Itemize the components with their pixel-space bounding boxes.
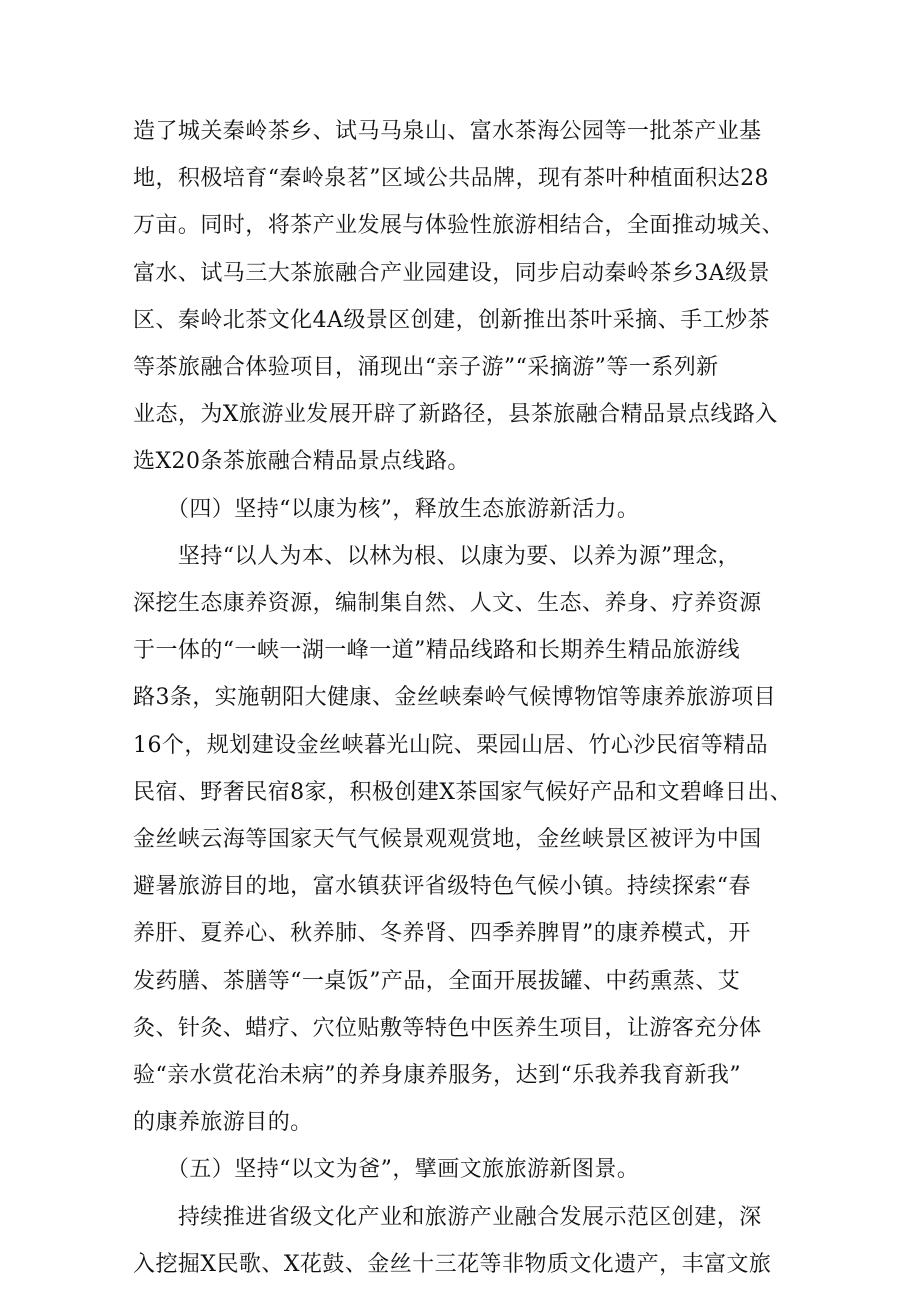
text-line: 16个，规划建设金丝峡暮光山院、栗园山居、竹心沙民宿等精品 bbox=[133, 732, 769, 758]
text-line: 灸、针灸、蜡疗、穴位贴敷等特色中医养生项目，让游客充分体 bbox=[133, 1015, 762, 1041]
text-line: 坚持“以人为本、以林为根、以康为要、以养为源”理念， bbox=[133, 543, 741, 569]
text-line: 等茶旅融合体验项目，涌现出“亲子游”“采摘游”等一系列新 bbox=[133, 355, 719, 381]
text-line: 的康养旅游目的。 bbox=[133, 1110, 313, 1136]
text-line: 发药膳、茶膳等“一桌饭”产品，全面开展拔罐、中药熏蒸、艾 bbox=[133, 968, 741, 994]
text-line: 富水、试马三大茶旅融合产业园建设，同步启动秦岭茶乡3A级景 bbox=[133, 260, 770, 286]
text-line: 民宿、野奢民宿8家，积极创建X茶国家气候好产品和文碧峰日出、 bbox=[133, 779, 793, 805]
text-line: 养肝、夏养心、秋养肺、冬养肾、四季养脾胃”的康养模式，开 bbox=[133, 921, 751, 947]
text-line: 选X20条茶旅融合精品景点线路。 bbox=[133, 449, 470, 475]
text-line: 持续推进省级文化产业和旅游产业融合发展示范区创建，深 bbox=[133, 1204, 762, 1230]
text-line: 万亩。同时，将茶产业发展与体验性旅游相结合，全面推动城关、 bbox=[133, 213, 785, 239]
text-line: 于一体的“一峡一湖一峰一道”精品线路和长期养生精品旅游线 bbox=[133, 638, 741, 664]
text-line: 地，积极培育“秦岭泉茗”区域公共品牌，现有茶叶种植面积达28 bbox=[133, 166, 769, 192]
section-heading-5: （五）坚持“以文为爸”，擘画文旅旅游新图景。 bbox=[133, 1157, 640, 1183]
section-heading-4: （四）坚持“以康为核”，释放生态旅游新活力。 bbox=[133, 496, 640, 522]
text-line: 造了城关秦岭茶乡、试马马泉山、富水茶海公园等一批茶产业基 bbox=[133, 119, 762, 144]
text-line: 业态，为X旅游业发展开辟了新路径，县茶旅融合精品景点线路入 bbox=[133, 402, 778, 428]
text-line: 避暑旅游目的地，富水镇获评省级特色气候小镇。持续探索“春 bbox=[133, 874, 751, 900]
text-line: 金丝峡云海等国家天气气候景观观赏地，金丝峡景区被评为中国 bbox=[133, 827, 762, 853]
text-line: 区、秦岭北茶文化4A级景区创建，创新推出茶叶采摘、手工炒茶 bbox=[133, 307, 770, 333]
text-line: 深挖生态康养资源，编制集自然、人文、生态、养身、疗养资源 bbox=[133, 591, 762, 617]
text-line: 验“亲水赏花治未病”的养身康养服务，达到“乐我养我育新我” bbox=[133, 1063, 742, 1089]
document-body bbox=[133, 108, 793, 1288]
text-line: 入挖掘X民歌、X花鼓、金丝十三花等非物质文化遗产，丰富文旅 bbox=[133, 1251, 772, 1277]
text-line: 路3条，实施朝阳大健康、金丝峡秦岭气候博物馆等康养旅游项目 bbox=[133, 685, 777, 711]
